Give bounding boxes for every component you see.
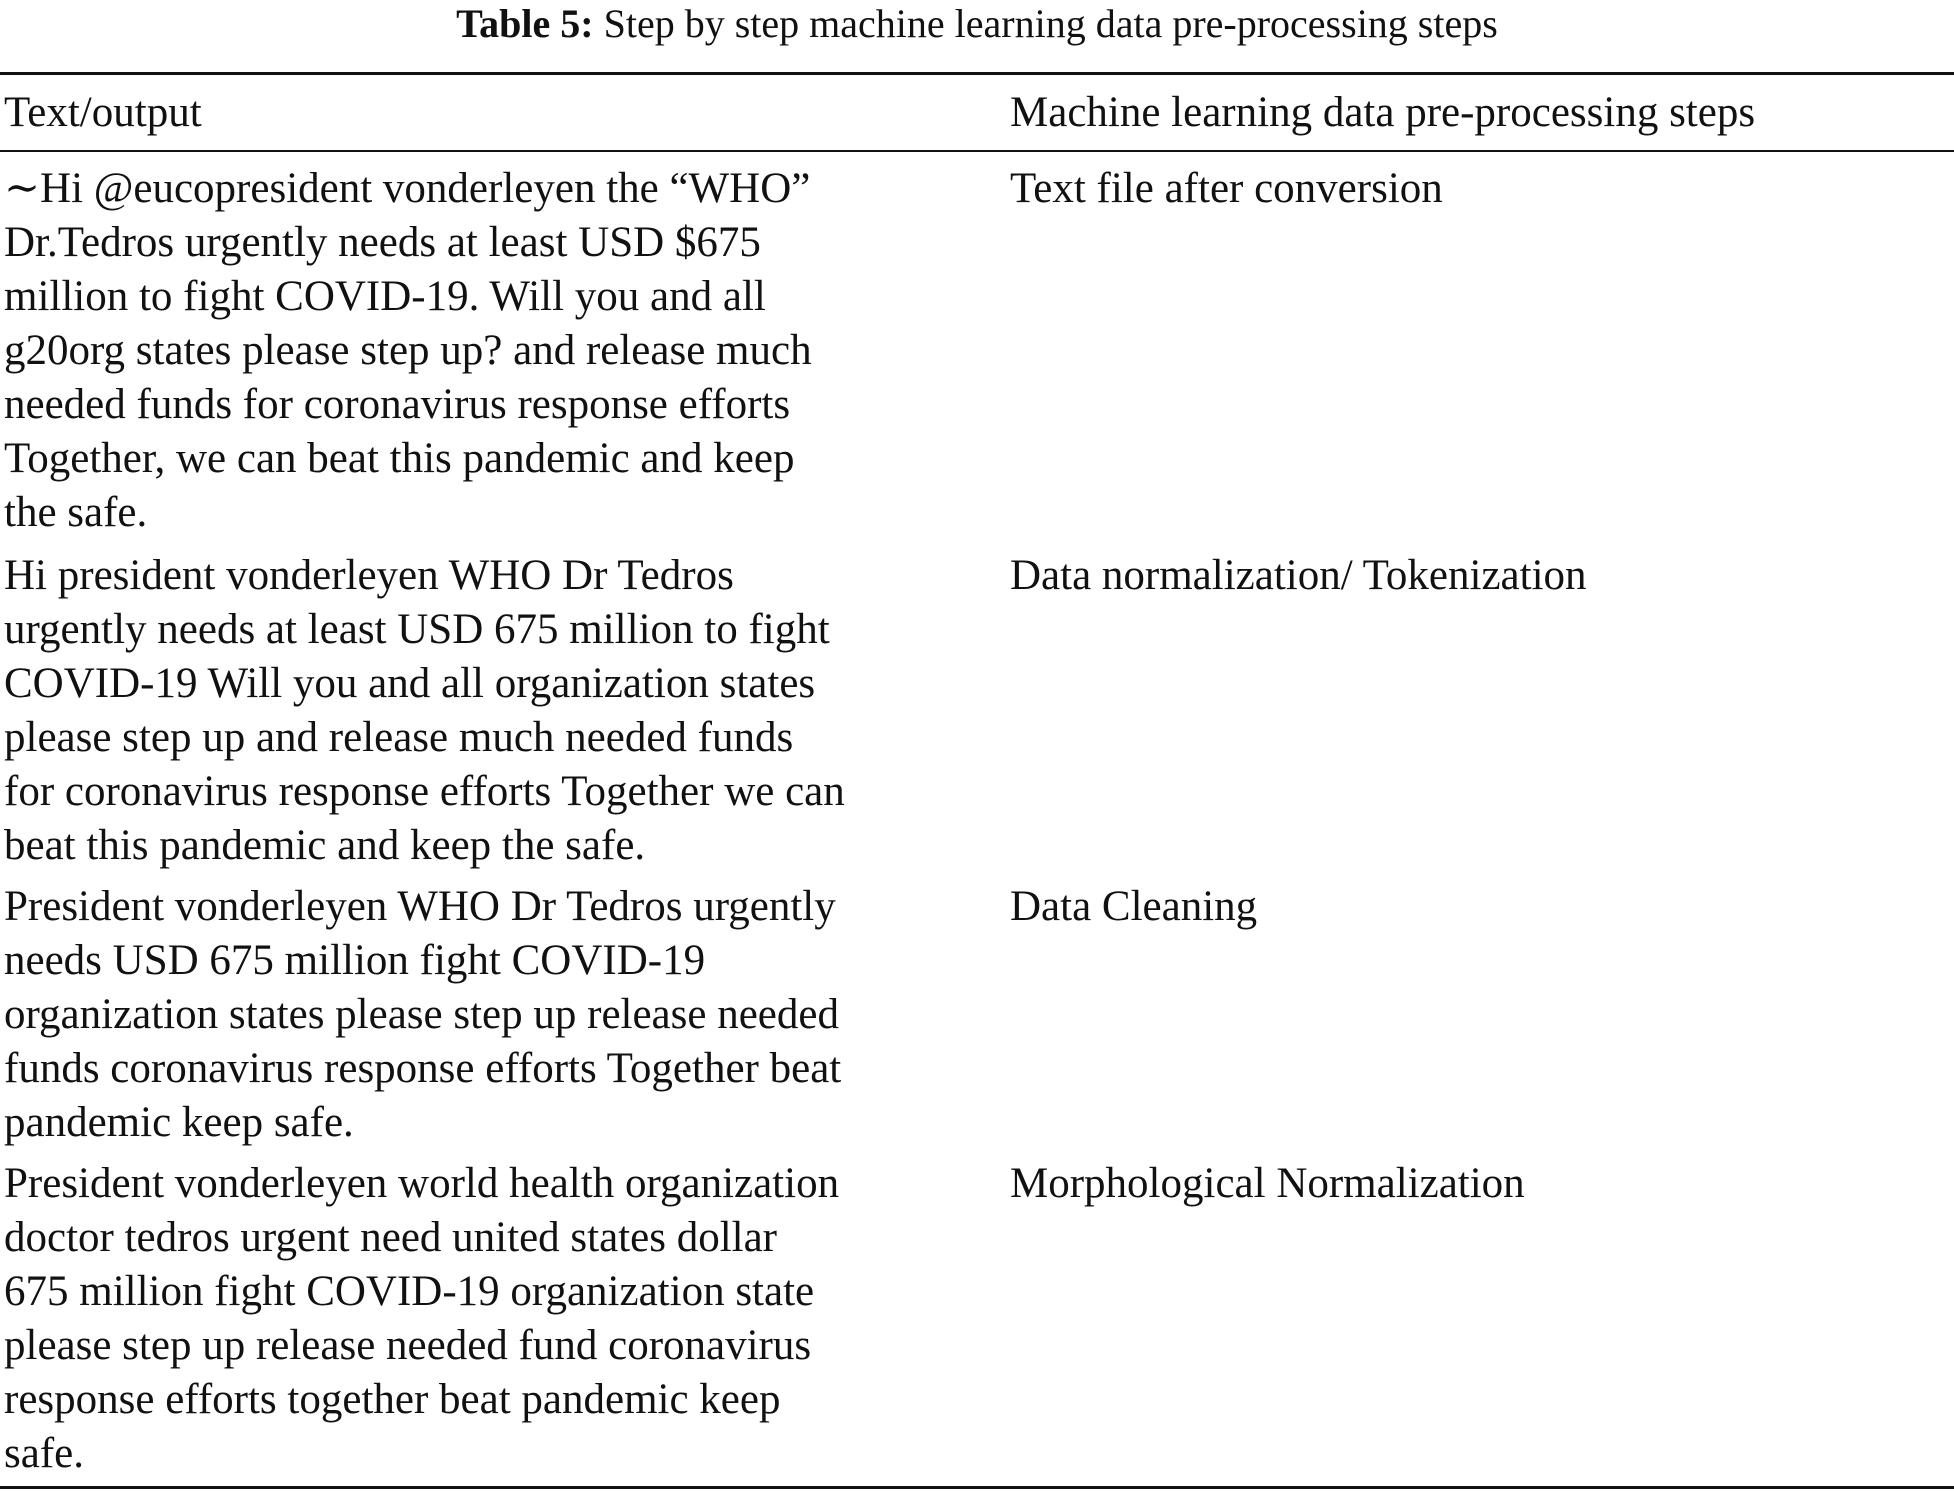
text-line: ∼Hi @eucopresident vonderleyen the “WHO” (4, 165, 811, 212)
row-text-output (4, 549, 845, 873)
text-line: the safe. (4, 489, 148, 536)
text-line: beat this pandemic and keep the safe. (4, 822, 646, 869)
row-step-label: Text file after conversion (1010, 165, 1443, 212)
text-line: Dr.Tedros urgently needs at least USD $675 (4, 219, 761, 266)
text-line: Hi president vonderleyen WHO Dr Tedros (4, 552, 734, 599)
text-line: needs USD 675 million fight COVID-19 (4, 937, 706, 984)
text-line: needed funds for coronavirus response efforts (4, 381, 791, 428)
row-step-label: Morphological Normalization (1010, 1160, 1525, 1207)
text-line: urgently needs at least USD 675 million to fight (4, 606, 830, 653)
text-line: doctor tedros urgent need united states dollar (4, 1214, 777, 1261)
text-line: please step up and release much needed funds (4, 714, 794, 761)
table-bottom-rule (0, 1486, 1954, 1489)
table-caption-label: Table 5: (456, 1, 594, 46)
text-line: response efforts together beat pandemic keep (4, 1376, 781, 1423)
header-text-output: Text/output (4, 89, 202, 136)
row-step-label: Data normalization/ Tokenization (1010, 552, 1587, 599)
text-line: 675 million fight COVID-19 organization state (4, 1268, 815, 1315)
text-line: funds coronavirus response efforts Together beat (4, 1045, 842, 1092)
text-line: President vonderleyen WHO Dr Tedros urgently (4, 883, 836, 930)
row-text-output (4, 162, 812, 540)
table-header-rule (0, 150, 1954, 152)
text-line: President vonderleyen world health organization (4, 1160, 840, 1207)
text-line: organization states please step up release needed (4, 991, 839, 1038)
text-line: safe. (4, 1430, 84, 1477)
row-text-output (4, 1157, 839, 1481)
row-text-output (4, 880, 841, 1150)
text-line: please step up release needed fund coronavirus (4, 1322, 812, 1369)
text-line: COVID-19 Will you and all organization states (4, 660, 816, 707)
row-step-label: Data Cleaning (1010, 883, 1258, 930)
text-line: million to fight COVID-19. Will you and all (4, 273, 766, 320)
table-top-rule (0, 72, 1954, 75)
text-line: pandemic keep safe. (4, 1099, 354, 1146)
text-line: g20org states please step up? and release much (4, 327, 812, 374)
header-preprocessing-steps: Machine learning data pre-processing steps (1010, 89, 1756, 136)
table-caption (0, 0, 1954, 48)
table-caption-text: Step by step machine learning data pre-processing steps (603, 1, 1498, 46)
text-line: Together, we can beat this pandemic and keep (4, 435, 795, 482)
text-line: for coronavirus response efforts Together we can (4, 768, 845, 815)
